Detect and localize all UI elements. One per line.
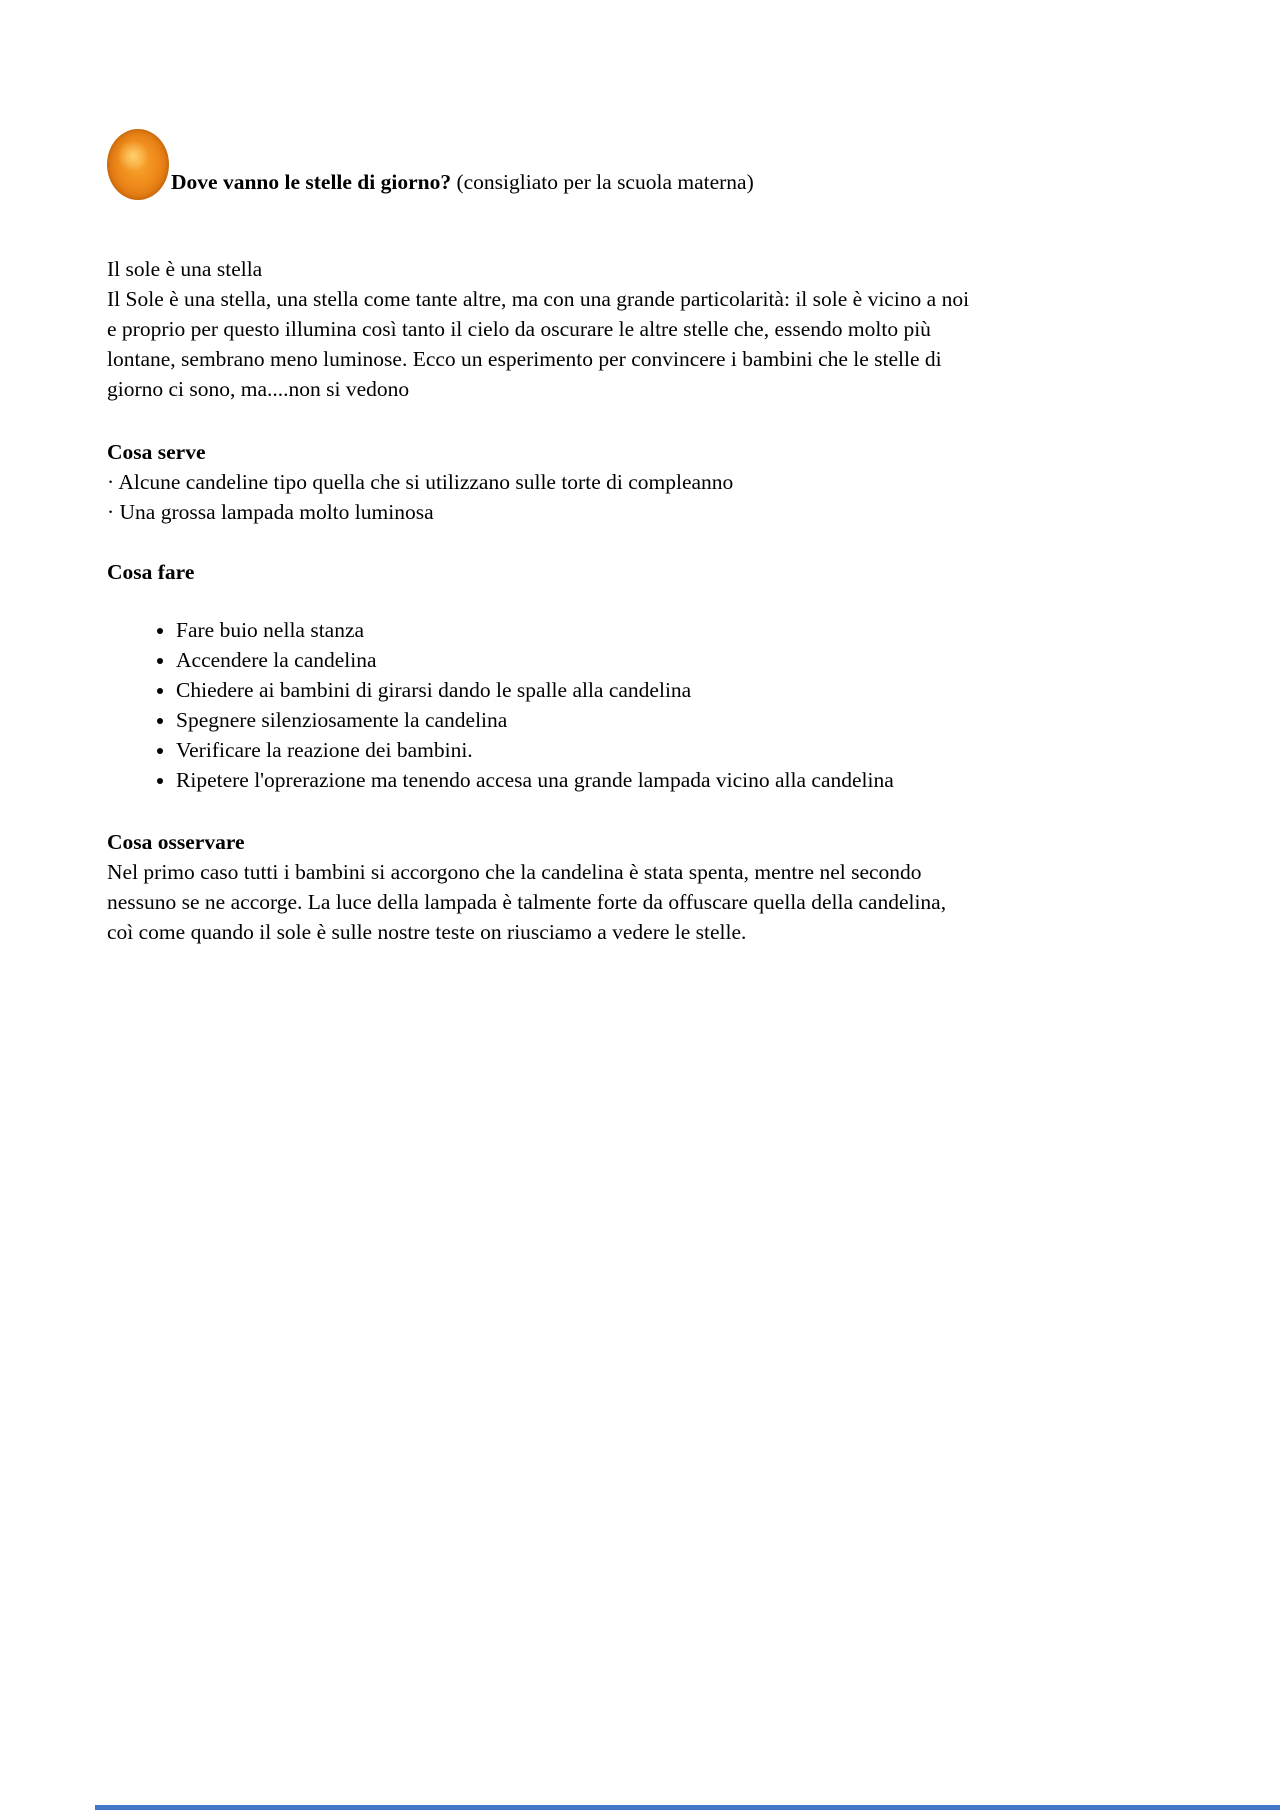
intro-line: giorno ci sono, ma....non si vedono	[107, 377, 410, 401]
intro-line: e proprio per questo illumina così tanto il cielo da oscurare le altre stelle che, essendo molto più	[107, 317, 931, 341]
list-item: • Chiedere ai bambini di girarsi dando le spalle alla candelina	[176, 675, 1047, 705]
list-item: • Verificare la reazione dei bambini.	[176, 735, 1047, 765]
cosa-fare-heading: Cosa fare	[107, 560, 195, 584]
page-title-text: Dove vanno le stelle di giorno?	[171, 170, 452, 194]
bottom-edge-line	[95, 1805, 1280, 1810]
intro-section	[107, 254, 1047, 404]
cosa-serve-item: · Una grossa lampada molto luminosa	[107, 500, 434, 524]
cosa-osservare-heading: Cosa osservare	[107, 830, 245, 854]
cosa-serve-item: · Alcune candeline tipo quella che si utilizzano sulle torte di compleanno	[107, 470, 734, 494]
cosa-osservare-line: nessuno se ne accorge. La luce della lampada è talmente forte da offuscare quella della candelina,	[107, 890, 947, 914]
list-item: • Spegnere silenziosamente la candelina	[176, 705, 1047, 735]
list-item: • Accendere la candelina	[176, 645, 1047, 675]
page-title-note: (consigliato per la scuola materna)	[456, 170, 754, 194]
document-content	[107, 128, 1047, 947]
intro-line: Il Sole è una stella, una stella come tante altre, ma con una grande particolarità: il sole è vicino a noi	[107, 287, 970, 311]
page-title	[171, 167, 754, 200]
cosa-osservare-section	[107, 827, 1047, 947]
cosa-osservare-line: Nel primo caso tutti i bambini si accorgono che la candelina è stata spenta, mentre nel secondo	[107, 860, 922, 884]
cosa-fare-list	[107, 615, 1047, 795]
sun-icon	[107, 129, 169, 200]
cosa-osservare-line: coì come quando il sole è sulle nostre teste on riusciamo a vedere le stelle.	[107, 920, 747, 944]
document-header	[107, 128, 1047, 200]
list-item: • Fare buio nella stanza	[176, 615, 1047, 645]
intro-line: lontane, sembrano meno luminose. Ecco un esperimento per convincere i bambini che le stelle di	[107, 347, 942, 371]
cosa-serve-heading: Cosa serve	[107, 440, 206, 464]
cosa-serve-section	[107, 437, 1047, 527]
list-item: • Ripetere l'oprerazione ma tenendo accesa una grande lampada vicino alla candelina	[176, 765, 1047, 795]
intro-heading: Il sole è una stella	[107, 257, 263, 281]
